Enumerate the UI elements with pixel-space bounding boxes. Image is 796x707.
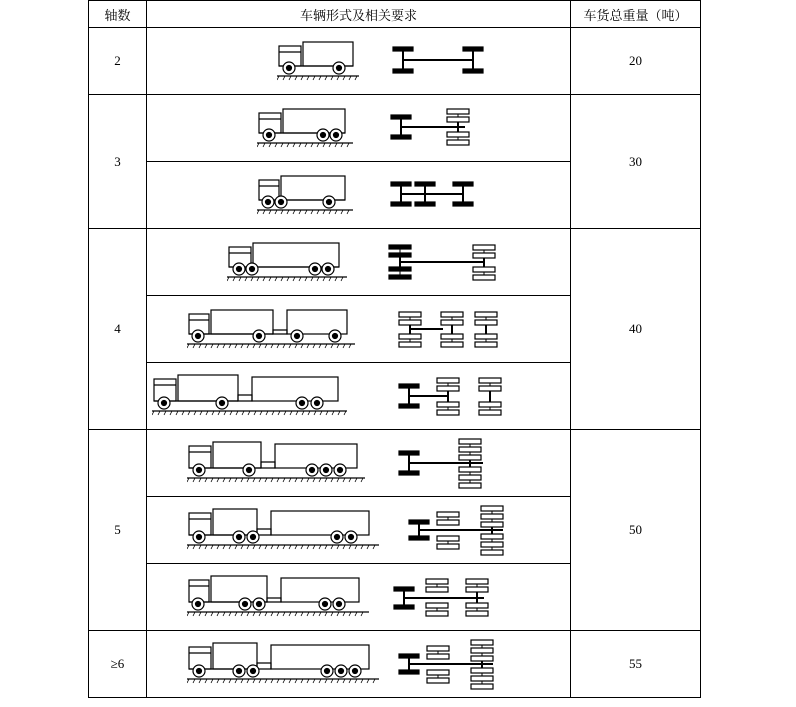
axle-count-cell: 4 [89, 229, 147, 430]
axle-symbol-diagram [397, 435, 527, 491]
vehicle-diagram-4-axle-truck-trailer [147, 296, 570, 362]
header-total-weight: 车货总重量（吨） [571, 1, 701, 28]
table-row [89, 430, 701, 497]
vehicle-weight-limit-table [88, 0, 701, 698]
vehicle-form-cell [147, 363, 571, 430]
vehicle-form-cell [147, 95, 571, 162]
vehicle-form-cell [147, 430, 571, 497]
vehicle-form-cell [147, 296, 571, 363]
axle-count-cell: ≥6 [89, 631, 147, 698]
table-header-row [89, 1, 701, 28]
axle-count-cell: 3 [89, 95, 147, 229]
axle-symbol-diagram [397, 370, 527, 422]
total-weight-cell: 40 [571, 229, 701, 430]
vehicle-form-cell [147, 631, 571, 698]
total-weight-cell: 50 [571, 430, 701, 631]
truck-illustration [152, 373, 362, 419]
total-weight-cell: 20 [571, 28, 701, 95]
vehicle-form-cell [147, 162, 571, 229]
vehicle-diagram-5-axle-tractor-semitrailer-b [147, 497, 570, 563]
vehicle-diagram-6-axle-tractor-semitrailer [147, 631, 570, 697]
table-row [89, 631, 701, 698]
vehicle-form-cell [147, 497, 571, 564]
vehicle-diagram-4-axle-tractor-semitrailer [147, 363, 570, 429]
truck-illustration [227, 239, 367, 285]
axle-count-cell: 2 [89, 28, 147, 95]
truck-illustration [187, 306, 367, 352]
vehicle-diagram-4-axle-rigid [147, 229, 570, 295]
header-axles: 轴数 [89, 1, 147, 28]
table-row [89, 95, 701, 162]
axle-symbol-diagram [387, 39, 497, 83]
axle-symbol-diagram [387, 237, 507, 287]
total-weight-cell: 55 [571, 631, 701, 698]
axle-symbol-diagram [397, 636, 527, 692]
vehicle-diagram-5-axle-truck-trailer [147, 564, 570, 630]
table-body [89, 28, 701, 698]
table-row [89, 28, 701, 95]
table-row [89, 229, 701, 296]
vehicle-diagram-2-axle-rigid [147, 28, 570, 94]
vehicle-diagram-3-axle-rigid-tandem-rear [147, 95, 570, 161]
axle-symbol-diagram [387, 103, 497, 153]
table-header [89, 1, 701, 28]
axle-symbol-diagram [392, 571, 522, 623]
axle-count-cell: 5 [89, 430, 147, 631]
truck-illustration [187, 574, 377, 620]
truck-illustration [257, 172, 372, 218]
truck-illustration [257, 105, 372, 151]
header-vehicle-form: 车辆形式及相关要求 [147, 1, 571, 28]
total-weight-cell: 30 [571, 95, 701, 229]
axle-symbol-diagram [387, 170, 497, 220]
truck-illustration [187, 641, 387, 687]
vehicle-diagram-5-axle-tractor-semitrailer-a [147, 430, 570, 496]
vehicle-diagram-3-axle-rigid-single-rear [147, 162, 570, 228]
vehicle-form-cell [147, 28, 571, 95]
vehicle-form-cell [147, 229, 571, 296]
truck-illustration [187, 440, 372, 486]
vehicle-form-cell [147, 564, 571, 631]
truck-illustration [187, 507, 387, 553]
axle-symbol-diagram [397, 304, 517, 354]
axle-symbol-diagram [407, 502, 537, 558]
truck-illustration [277, 38, 377, 84]
